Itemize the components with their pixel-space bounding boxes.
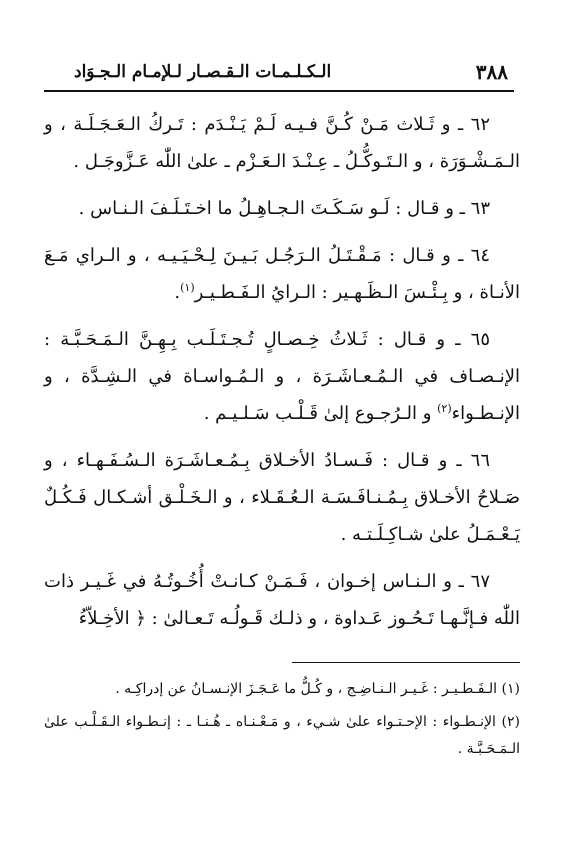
paragraph-text: ٦٢ ـ و ثَـلاث مَـنْ كُـنَّ فـيـه لَـمْ يَـنْـدَم : تَـركُ الـعَـجَـلَـة ، و الـمَـشْـوَرَة ، و الـتَـوكُّـلُ ـ عِـنْـدَ الـعَـزْم ـ علىٰ اللّٰه عَـزَّوجَـل . (44, 114, 520, 172)
body-text (44, 106, 520, 647)
paragraph-62 (44, 106, 520, 180)
header-rule (44, 90, 514, 92)
paragraph-text: ٦٧ ـ و الـنـاس إخـوان ، فَـمَـنْ كـانـتْ أُخُـوتُـهُ في غَـيـر ذات اللّٰه فـإنَّـهـا تَـحُـوز عَـداوة ، و ذلـك قَـولُـه تَـعـالىٰ : ﴿ الأخِـلاّءُ (44, 571, 520, 629)
paragraph-tail: و الـرُجـوع إلىٰ قَـلْـب سَـلـيـم . (203, 403, 438, 424)
page-header (44, 54, 514, 94)
footnote-ref-2: (٢) (437, 402, 452, 415)
paragraph-text: ٦٦ ـ و قـال : فَـسـادُ الأخـلاق بِـمُـعـاشَـرَة الـسُـفَـهـاء ، و صَـلاحُ الأخـلاق بِـمُـنـافَـسَـة الـعُـقَـلاء ، و الـخَـلْـق أشـكـال فَـكُـلٌ يَـعْـمَـلُ علىٰ شـاكِـلَـتـه . (44, 450, 520, 545)
footnote-1: (١) الـفَـطـيـر : غَـيـر الـنـاضِـج ، و كُـلُّ ما عَـجَـزَ الإنـسـانُ عن إدراكِـه . (115, 681, 520, 697)
paragraph-text: ٦٤ ـ و قـال : مَـقْـتَـلُ الـرَجُـل بَـيـنَ لِـحْـيَـيـه ، و الـراي مَـعَ الأنـاة ، و بِـئْـسَ الـظَـهـير : الـرايُ الـفَـطـيـر (44, 245, 520, 303)
paragraph-text: ٦٣ ـ و قـال : لَـو سَـكَـتَ الـجـاهِـلُ ما اخـتَـلَـفَ الـنـاس . (78, 198, 490, 219)
paragraph-66 (44, 442, 520, 553)
footnote-ref-1: (١) (180, 281, 195, 294)
paragraph-63 (44, 190, 520, 227)
paragraph-65 (44, 321, 520, 432)
footnote-2: (٢) الإنـطـواء : الإحـتـواء علىٰ شـيء ، و مَـعْـنـاه ـ هُـنـا ـ : إنـطـواء الـقَـلْـب علىٰ الـمَـحَـبَّـة . (44, 714, 520, 757)
paragraph-64 (44, 237, 520, 311)
paragraph-67 (44, 563, 520, 637)
paragraph-text: ٦٥ ـ و قـال : ثَـلاثُ خِـصـالٍ تُـجـتَـلَـب بِـهِـنَّ الـمَـحَـبَّـة : الإنـصـاف في الـمُـعـاشَـرَة ، و الـمُـواسـاة في الـشِـدَّة ، و الإنـطـواء (44, 329, 520, 424)
page-number: ٣٨٨ (475, 60, 508, 84)
running-title: الـكـلـمـات الـقـصـار لـلإمـام الـجـوَاد (74, 62, 332, 82)
footnote-divider (292, 662, 520, 663)
footnotes (44, 676, 520, 769)
paragraph-tail: . (174, 282, 181, 303)
